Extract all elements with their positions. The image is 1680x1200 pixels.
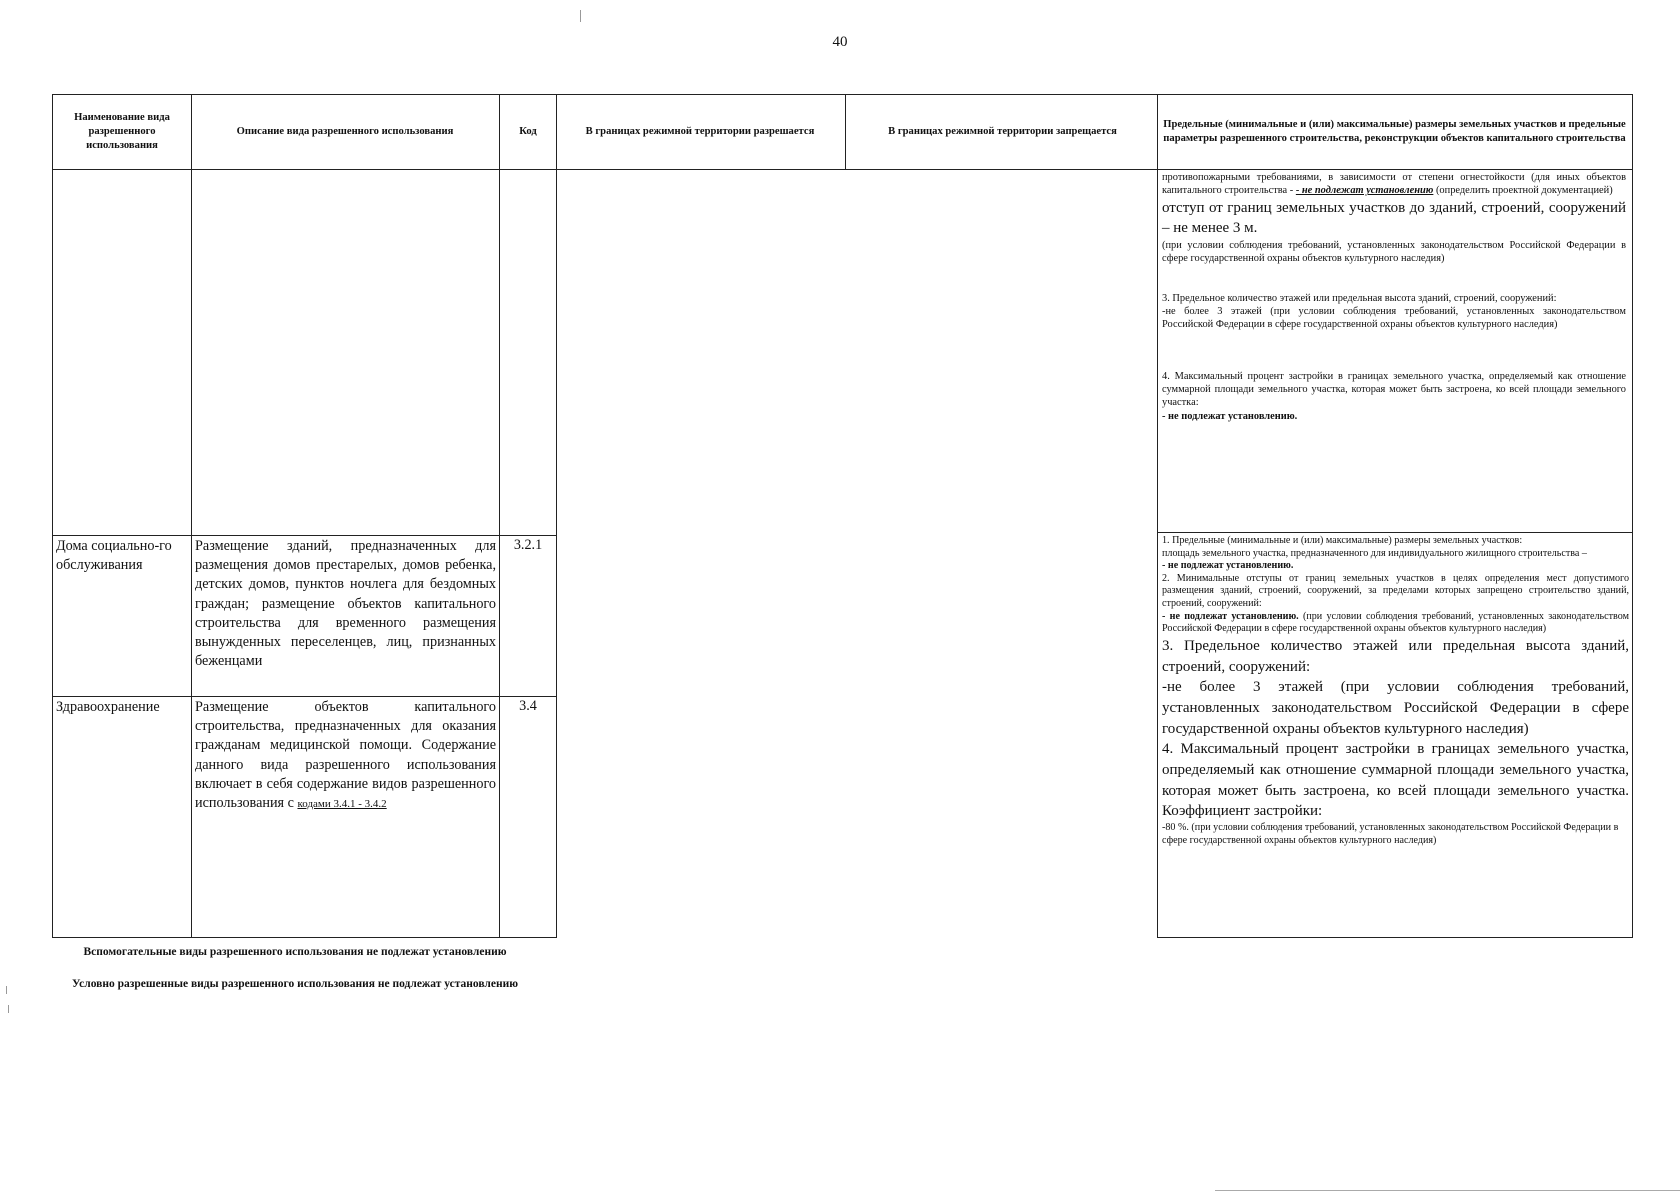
limits-3: - не подлежат установлению. <box>1162 560 1294 572</box>
fire-requirements-paragraph <box>1162 171 1626 198</box>
limits-block <box>1162 535 1629 847</box>
limits-8: 4. Максимальный процент застройки в границах земельного участка, определяемый как отношение суммарной площади земельного участка, которая может быть застроена, ко всей площади земельного участка. Коэффициент застройки: <box>1162 741 1629 820</box>
page-number: 40 <box>832 34 848 50</box>
scan-artifact <box>8 1005 9 1013</box>
limits-1: 1. Предельные (минимальные и (или) максимальные) размеры земельных участков: <box>1162 535 1523 546</box>
setback-paragraph: отступ от границ земельных участков до зданий, строений, сооружений – не менее 3 м. <box>1162 199 1626 237</box>
project-doc-note: (определить проектной документацией) <box>1433 185 1613 197</box>
limits-6: 3. Предельное количество этажей или предельная высота зданий, строений, сооружений: <box>1162 637 1629 675</box>
header-code: Код <box>519 126 537 138</box>
footer-conditional: Условно разрешенные виды разрешенного использования не подлежат установлению <box>71 978 519 990</box>
row-code-healthcare: 3.4 <box>519 698 537 714</box>
header-forbidden: В границах режимной территории запрещается <box>888 126 1117 138</box>
coverage-heading: 4. Максимальный процент застройки в границах земельного участка, определяемый как отношение суммарной площади земельного участка, которая может быть застроена, ко всей площади земельного участка: <box>1162 370 1626 409</box>
not-established-emphasis: - не подлежат установлению <box>1295 185 1434 197</box>
limits-5-rest: (при условии соблюдения требований, установленных законодательством Российской Федерации в сфере государственной охраны объектов культурного наследия) <box>1162 610 1629 635</box>
limits-7: -не более 3 этажей (при условии соблюдения требований, установленных законодательством Российской Федерации в сфере государственной охраны объектов культурного наследия) <box>1162 679 1629 737</box>
header-allowed: В границах режимной территории разрешается <box>585 126 815 138</box>
floors-value: -не более 3 этажей (при условии соблюдения требований, установленных законодательством Российской Федерации в сфере государственной охраны объектов культурного наследия) <box>1162 305 1626 331</box>
row-description-healthcare <box>195 698 496 813</box>
scan-artifact <box>6 986 7 994</box>
scan-artifact <box>580 10 581 22</box>
coverage-value: - не подлежат установлению. <box>1162 410 1298 422</box>
limits-5-bold: - не подлежат установлению. <box>1162 610 1299 622</box>
limits-4: 2. Минимальные отступы от границ земельных участков в целях определения мест допустимого размещения зданий, строений, сооружений, за пределами которых запрещено строительство зданий, строений, сооружений: <box>1162 572 1629 610</box>
continuation-limits <box>1162 171 1626 423</box>
row-name-social-service: Дома социально-го обслуживания <box>56 538 172 574</box>
codes-link[interactable]: кодами 3.4.1 - 3.4.2 <box>297 797 387 810</box>
limits-9: -80 %. (при условии соблюдения требований, установленных законодательством Российской Федерации в сфере государственной охраны объектов культурного наследия) <box>1162 822 1619 846</box>
row-code-social-service: 3.2.1 <box>513 537 543 553</box>
heritage-condition-1: (при условии соблюдения требований, установленных законодательством Российской Федерации в сфере государственной охраны объектов культурного наследия) <box>1162 240 1626 265</box>
header-name: Наименование вида разрешенного использования <box>74 112 170 151</box>
fire-requirements-lead: противопожарными требованиями, в зависимости от степени огнестойкости (для иных объектов капитального строительства - <box>1162 172 1626 197</box>
row-description-social-service: Размещение зданий, предназначенных для размещения домов престарелых, домов ребенка, детских домов, пунктов ночлега для бездомных граждан; размещение объектов капитального строительства для временного размещения вынужденных переселенцев, лиц, признанных беженцами <box>195 538 496 670</box>
header-limits: Предельные (минимальные и (или) максимальные) размеры земельных участков и предельные параметры разрешенного строительства, реконструкции объектов капитального строительства <box>1163 119 1626 144</box>
scan-artifact <box>1215 1190 1680 1191</box>
limits-5 <box>1162 611 1629 636</box>
row-name-healthcare: Здравоохранение <box>56 699 160 715</box>
limits-2: площадь земельного участка, предназначенного для индивидуального жилищного строительства – <box>1162 547 1587 559</box>
header-description: Описание вида разрешенного использования <box>236 126 454 138</box>
footer-auxiliary: Вспомогательные виды разрешенного использования не подлежат установлению <box>83 946 507 958</box>
healthcare-description-text: Размещение объектов капитального строительства, предназначенных для оказания гражданам медицинской помощи. Содержание данного вида разрешенного использования включает в себя содержание видов разрешенного использования с <box>195 699 496 811</box>
floors-heading: 3. Предельное количество этажей или предельная высота зданий, строений, сооружений: <box>1162 292 1557 304</box>
